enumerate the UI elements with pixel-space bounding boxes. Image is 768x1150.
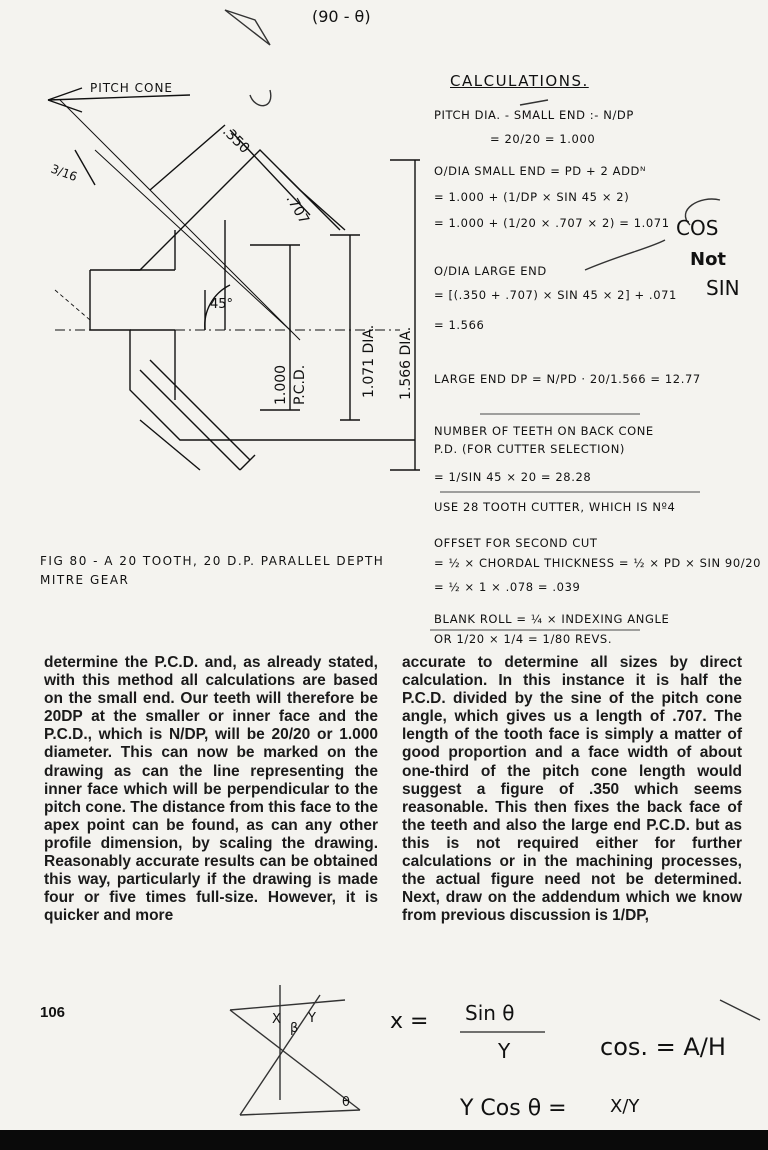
calc-line: LARGE END DP = N/PD · 20/1.566 = 12.77 — [434, 372, 701, 386]
not-note: Not — [690, 249, 727, 270]
dim-1071-label: 1.071 DIA. — [361, 324, 377, 398]
pcd-value-label: 1.000 — [273, 364, 289, 405]
equation-1-label: x = — [390, 1009, 429, 1034]
equation-3-label: cos. = A/H — [600, 1033, 726, 1061]
sin-note: SIN — [706, 276, 740, 300]
calc-line: NUMBER OF TEETH ON BACK CONE — [434, 424, 654, 438]
calc-line: = ½ × CHORDAL THICKNESS = ½ × PD × SIN 90/20 — [434, 556, 762, 570]
body-text-right-column — [402, 654, 742, 925]
diagram-theta-label: θ — [342, 1095, 350, 1110]
angle-note: (90 - θ) — [312, 7, 371, 26]
calc-line: = 1.000 + (1/20 × .707 × 2) = 1.071 — [434, 216, 670, 230]
dim-316-label: 3/16 — [48, 161, 80, 185]
page-number: 106 — [40, 1004, 66, 1021]
angle-45-label: 45° — [210, 297, 234, 312]
calc-line: = 1.566 — [434, 318, 485, 332]
dim-350-label: .350 — [219, 123, 253, 157]
equation-1-numerator: Sin θ — [465, 1001, 515, 1025]
body-paragraph: determine the P.C.D. and, as already stated, with this method all calculations are based on the small end. Our teeth will therefore be 20DP at the smaller or inner face and the P.C.D., which is N/DP, will be 20/20 or 1.000 diameter. This can now be marked on the drawing as can the line representing the inner face which will be perpendicular to the pitch cone. The distance from this face to the apex point can be found, as can any other profile dimension, by scaling the drawing. Reasonably accurate results can be obtained this way, particularly if the drawing is made four or five times full-size. However, it is quicker and more — [44, 654, 378, 925]
calc-line: = ½ × 1 × .078 = .039 — [434, 580, 581, 594]
pitch-cone-label: PITCH CONE — [90, 81, 174, 95]
calc-line: = 20/20 = 1.000 — [490, 132, 596, 146]
pcd-label: P.C.D. — [292, 364, 308, 405]
cos-note: COS — [676, 216, 719, 240]
calc-line: BLANK ROLL = ¼ × INDEXING ANGLE — [434, 612, 670, 626]
calc-line: = [(.350 + .707) × SIN 45 × 2] + .071 — [434, 288, 677, 302]
calc-line: PITCH DIA. - SMALL END :- N/DP — [434, 108, 634, 122]
scan-edge-bar — [0, 1130, 768, 1150]
calc-line: O/DIA LARGE END — [434, 264, 547, 278]
diagram-x-label: X — [272, 1012, 281, 1027]
calc-line: OR 1/20 × 1/4 = 1/80 REVS. — [434, 632, 613, 646]
diagram-y-label: Y — [308, 1011, 316, 1026]
dim-1566-label: 1.566 DIA. — [398, 326, 414, 400]
body-text-left-column — [44, 654, 378, 925]
diagram-beta-label: β — [290, 1021, 299, 1036]
equation-1-denominator: Y — [498, 1039, 511, 1063]
figure-caption: FIG 80 - A 20 TOOTH, 20 D.P. PARALLEL DEPTH MITRE GEAR — [40, 554, 385, 587]
body-paragraph: accurate to determine all sizes by direct calculation. In this instance it is half the P.C.D. divided by the sine of the pitch cone angle, which gives us a length of .707. The length of the tooth face is simply a matter of good proportion and a face width of about one-third of the pitch cone length would suggest a figure of .350 which seems reasonable. This then fixes the back face of the teeth and also the large end P.C.D. but as this is not required either for further calculations or in the machining processes, the actual figure need not be determined. Next, draw on the addendum which we know from previous discussion is 1/DP, — [402, 654, 742, 925]
dim-707-label: .707 — [282, 192, 312, 227]
calc-line: OFFSET FOR SECOND CUT — [434, 536, 598, 550]
calc-line: USE 28 TOOTH CUTTER, WHICH IS Nº4 — [434, 500, 676, 514]
calc-line: O/DIA SMALL END = PD + 2 ADDᴺ — [434, 164, 647, 178]
equation-2-label: Y Cos θ = — [460, 1096, 567, 1121]
equation-2-fraction: X/Y — [610, 1096, 640, 1117]
calc-line: = 1.000 + (1/DP × SIN 45 × 2) — [434, 190, 630, 204]
calc-line: = 1/SIN 45 × 20 = 28.28 — [434, 470, 592, 484]
calculations-title: CALCULATIONS. — [450, 72, 589, 90]
calc-line: P.D. (FOR CUTTER SELECTION) — [434, 442, 625, 456]
